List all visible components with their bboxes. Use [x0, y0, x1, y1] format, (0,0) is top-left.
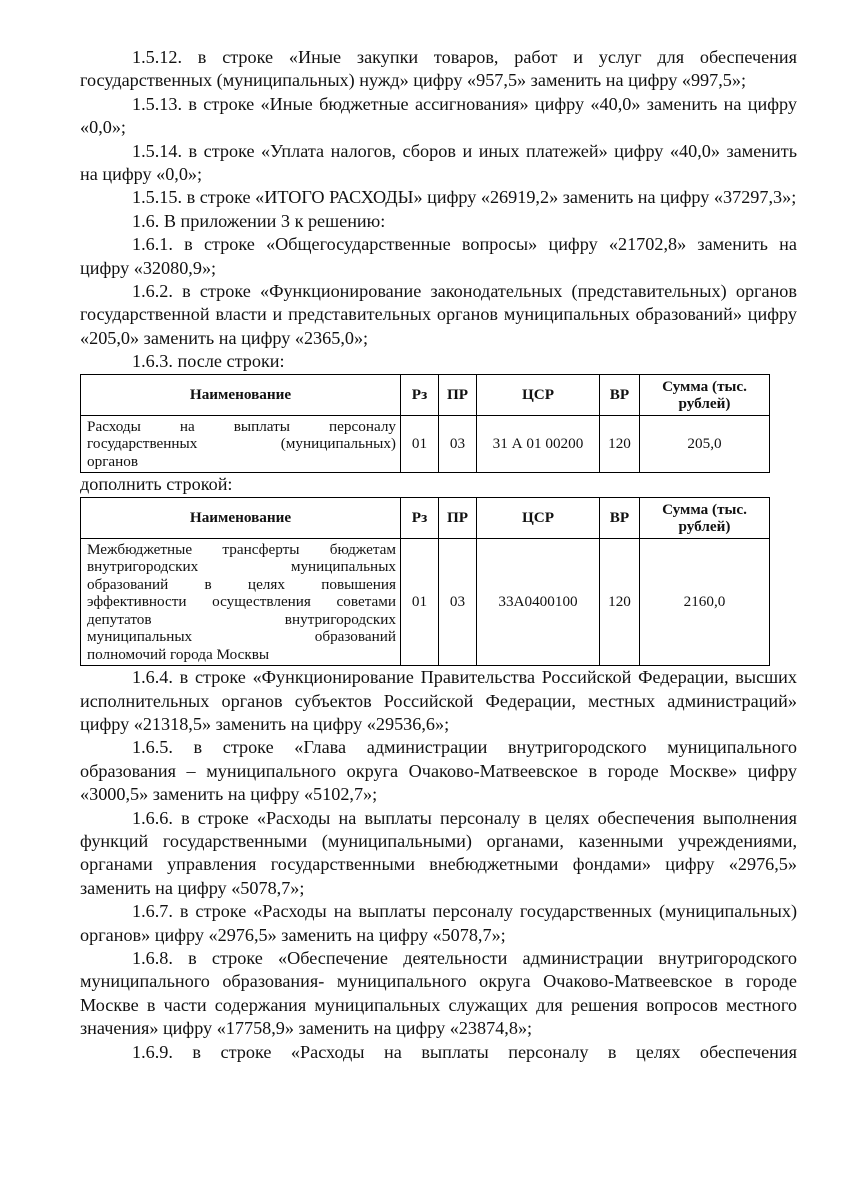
paragraph-1-6-2: 1.6.2. в строке «Функционирование законодательных (представительных) органов государственной власти и представительных органов муниципальных образований» цифру «205,0» заменить на цифру «2365,0»; [80, 281, 797, 348]
cell-rz: 01 [401, 538, 439, 666]
name-line: муниципальных образований [87, 628, 396, 646]
name-line: эффективности осуществления советами [87, 593, 396, 611]
name-line: Межбюджетные трансферты бюджетам [87, 540, 396, 558]
paragraph-1-6-3: 1.6.3. после строки: [132, 351, 285, 372]
cell-vr: 120 [600, 538, 640, 666]
header-name: Наименование [81, 374, 401, 415]
document-page [80, 46, 797, 1064]
table-header-row [81, 374, 770, 415]
name-line: органов [87, 452, 139, 470]
header-rz: Рз [401, 374, 439, 415]
cell-vr: 120 [600, 415, 640, 473]
header-rz: Рз [401, 497, 439, 538]
header-name: Наименование [81, 497, 401, 538]
cell-sum: 205,0 [640, 415, 770, 473]
header-sum: Сумма (тыс. рублей) [640, 374, 770, 415]
name-line: внутригородских муниципальных [87, 558, 396, 576]
paragraph-1-5-12: 1.5.12. в строке «Иные закупки товаров, работ и услуг для обеспечения государственных (муниципальных) нужд» цифру «957,5» заменить на цифру «997,5»; [80, 47, 797, 91]
header-sum: Сумма (тыс. рублей) [640, 497, 770, 538]
table-header-row [81, 497, 770, 538]
cell-name [81, 415, 401, 473]
cell-pr: 03 [439, 538, 477, 666]
header-vr: ВР [600, 497, 640, 538]
header-csr: ЦСР [477, 374, 600, 415]
paragraph-1-6-1: 1.6.1. в строке «Общегосударственные вопросы» цифру «21702,8» заменить на цифру «32080,9»; [80, 234, 797, 278]
paragraph-1-5-13: 1.5.13. в строке «Иные бюджетные ассигнования» цифру «40,0» заменить на цифру «0,0»; [80, 93, 797, 138]
header-vr: ВР [600, 374, 640, 415]
header-pr: ПР [439, 374, 477, 415]
header-csr: ЦСР [477, 497, 600, 538]
paragraph-1-6-7: 1.6.7. в строке «Расходы на выплаты персоналу государственных (муниципальных) органов» цифру «2976,5» заменить на цифру «5078,7»; [80, 901, 797, 945]
cell-sum: 2160,0 [640, 538, 770, 666]
paragraph-1-6-4: 1.6.4. в строке «Функционирование Правительства Российской Федерации, высших исполнительных органов субъектов Российской Федерации, местных администраций» цифру «21318,5» заменить на цифру «29536,6»; [80, 667, 797, 734]
name-line: государственных (муниципальных) [87, 435, 396, 453]
table-new-row [80, 497, 770, 667]
cell-csr: 31 А 01 00200 [477, 415, 600, 473]
cell-csr: 33А0400100 [477, 538, 600, 666]
paragraph-1-6-5: 1.6.5. в строке «Глава администрации внутригородского муниципального образования – муниципального округа Очаково-Матвеевское в городе Москве» цифру «3000,5» заменить на цифру «5102,7»; [80, 737, 797, 805]
name-line: Расходы на выплаты персоналу [87, 417, 396, 435]
paragraph-1-6-9: 1.6.9. в строке «Расходы на выплаты персоналу в целях обеспечения [132, 1041, 797, 1062]
cell-name [81, 538, 401, 666]
table-row [81, 538, 770, 666]
paragraph-1-6: 1.6. В приложении 3 к решению: [132, 210, 386, 231]
name-line: депутатов внутригородских [87, 610, 396, 628]
cell-rz: 01 [401, 415, 439, 473]
table-row [81, 415, 770, 473]
table-existing-row [80, 374, 770, 474]
text-between-tables: дополнить строкой: [80, 474, 233, 495]
paragraph-1-6-6: 1.6.6. в строке «Расходы на выплаты персоналу в целях обеспечения выполнения функций государственными (муниципальными) органами, казенными учреждениями, органами управления государственными внебюджетными фондами» цифру «2976,5» заменить на цифру «5078,7»; [80, 807, 797, 898]
name-line: полномочий города Москвы [87, 645, 270, 663]
header-pr: ПР [439, 497, 477, 538]
cell-pr: 03 [439, 415, 477, 473]
paragraph-1-5-15: 1.5.15. в строке «ИТОГО РАСХОДЫ» цифру «26919,2» заменить на цифру «37297,3»; [132, 187, 797, 208]
name-line: образований в целях повышения [87, 575, 396, 593]
paragraph-1-6-8: 1.6.8. в строке «Обеспечение деятельности администрации внутригородского муниципального образования- муниципального округа Очаково-Матвеевское в городе Москве в части содержания муниципальных служащих для решения вопросов местного значения» цифру «17758,9» заменить на цифру «23874,8»; [80, 947, 797, 1039]
paragraph-1-5-14: 1.5.14. в строке «Уплата налогов, сборов и иных платежей» цифру «40,0» заменить на цифру «0,0»; [80, 140, 797, 185]
